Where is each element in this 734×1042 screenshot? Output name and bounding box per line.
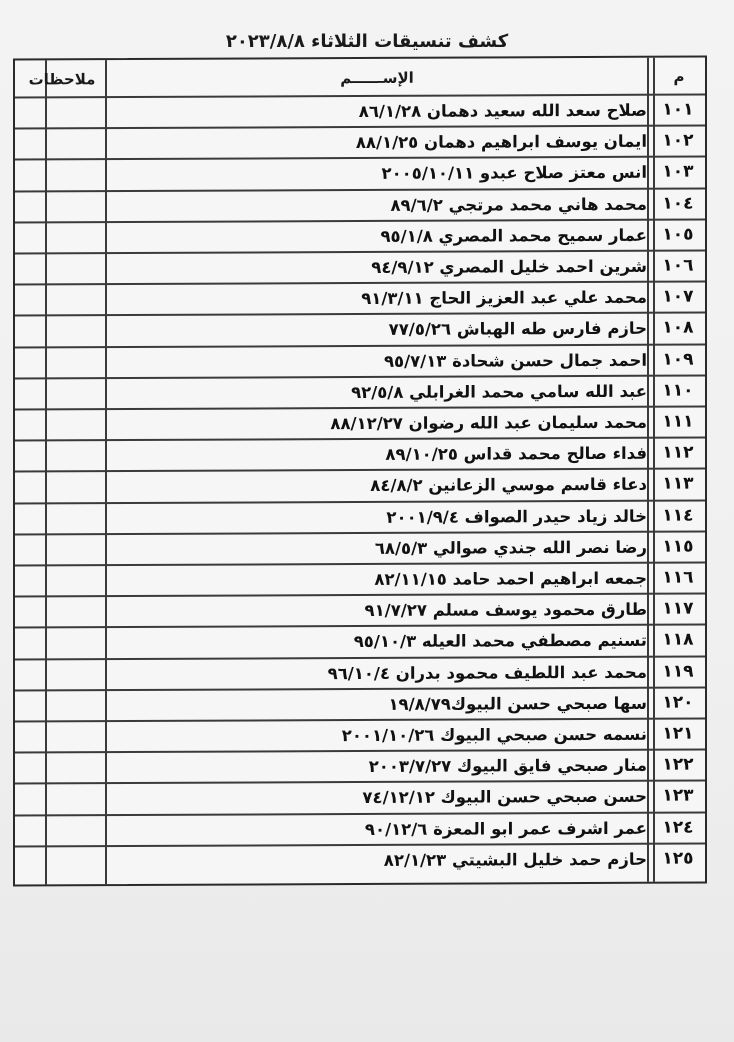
table-row — [15, 93, 705, 127]
row-number-cell: ١٠٧ — [662, 286, 694, 307]
row-notes-cell — [19, 660, 103, 689]
row-notes-cell — [19, 785, 103, 814]
names-table — [13, 55, 707, 886]
row-number-cell: ١١٦ — [662, 567, 694, 588]
row-notes-cell — [19, 535, 103, 564]
table-row — [15, 686, 705, 720]
row-number-cell: ١٢٤ — [662, 817, 694, 838]
row-number-cell: ١١٨ — [662, 629, 694, 651]
row-name-cell: صلاح سعد الله سعيد دهمان ٨٦/١/٢٨ — [358, 100, 647, 122]
table-row — [15, 530, 705, 564]
table-row — [15, 842, 705, 876]
row-number-cell: ١٠١ — [662, 99, 694, 120]
row-number-cell: ١٠٤ — [662, 193, 694, 214]
row-notes-cell — [19, 847, 103, 876]
table-row — [15, 624, 705, 658]
table-row — [15, 374, 705, 408]
row-name-cell: محمد علي عبد العزيز الحاج ٩١/٣/١١ — [361, 287, 647, 309]
table-row — [15, 468, 705, 502]
table-row — [15, 312, 705, 346]
row-name-cell: حازم فارس طه الهباش ٧٧/٥/٢٦ — [388, 319, 647, 340]
row-number-cell: ١١٠ — [662, 380, 694, 401]
row-notes-cell — [19, 597, 103, 626]
row-name-cell: دعاء قاسم موسي الزعانين ٨٤/٨/٢ — [370, 475, 647, 496]
table-row — [15, 717, 705, 751]
row-notes-cell — [19, 379, 103, 408]
row-notes-cell — [19, 161, 103, 190]
table-row — [15, 343, 705, 377]
header-name: الإســــــم — [340, 68, 414, 88]
document-title: كشف تنسيقات الثلاثاء ٢٠٢٣/٨/٨ — [225, 31, 509, 52]
row-name-cell: احمد جمال حسن شحادة ٩٥/٧/١٣ — [383, 350, 647, 371]
table-row — [15, 749, 705, 783]
table-row — [15, 249, 705, 283]
row-notes-cell — [19, 254, 103, 283]
row-name-cell: عبد الله سامي محمد الغرابلي ٩٢/٥/٨ — [351, 381, 647, 402]
row-notes-cell — [19, 410, 103, 439]
table-row — [15, 655, 705, 689]
row-name-cell: ايمان يوسف ابراهيم دهمان ٨٨/١/٢٥ — [355, 131, 647, 153]
row-number-cell: ١٠٥ — [662, 224, 694, 245]
row-number-cell: ١٠٣ — [662, 161, 694, 183]
row-name-cell: فداء صالح محمد قداس ٨٩/١٠/٢٥ — [385, 443, 647, 465]
row-name-cell: حسن صبحي حسن البيوك ٧٤/١٢/١٢ — [362, 787, 647, 808]
row-number-cell: ١١٥ — [662, 536, 694, 557]
row-name-cell: منار صبحي فايق البيوك ٢٠٠٣/٧/٢٧ — [368, 755, 647, 777]
row-number-cell: ١٠٩ — [662, 349, 694, 370]
row-name-cell: عمار سميح محمد المصري ٩٥/١/٨ — [380, 225, 647, 246]
table-row — [15, 218, 705, 252]
row-name-cell: طارق محمود يوسف مسلم ٩١/٧/٢٧ — [364, 599, 647, 621]
row-name-cell: نسمه حسن صبحي البيوك ٢٠٠١/١٠/٢٦ — [341, 724, 647, 746]
row-number-cell: ١٢١ — [662, 723, 694, 744]
table-row — [15, 437, 705, 471]
table-row — [15, 499, 705, 533]
table-row — [15, 561, 705, 595]
row-notes-cell — [19, 223, 103, 252]
table-row — [15, 281, 705, 315]
row-number-cell: ١١٢ — [662, 442, 694, 463]
row-notes-cell — [19, 192, 103, 221]
table-row — [15, 405, 705, 439]
row-notes-cell — [19, 722, 103, 751]
row-name-cell: محمد هاني محمد مرتجي ٨٩/٦/٢ — [390, 194, 647, 215]
table-row — [15, 780, 705, 814]
table-row — [15, 156, 705, 190]
row-name-cell: حازم حمد خليل البشيتي ٨٢/١/٢٣ — [383, 849, 647, 870]
table-row — [15, 125, 705, 159]
row-number-cell: ١٠٢ — [662, 130, 694, 151]
header-number: م — [673, 67, 685, 86]
row-name-cell: محمد عبد اللطيف محمود بدران ٩٦/١٠/٤ — [327, 662, 647, 683]
row-name-cell: انس معتز صلاح عبدو ٢٠٠٥/١٠/١١ — [381, 163, 647, 184]
row-number-cell: ١٢٢ — [662, 754, 694, 775]
header-notes: ملاحظات — [28, 70, 96, 89]
row-name-cell: شرين احمد خليل المصري ٩٤/٩/١٢ — [371, 256, 647, 277]
row-notes-cell — [19, 285, 103, 314]
row-notes-cell — [19, 348, 103, 377]
row-number-cell: ١٠٦ — [662, 255, 694, 276]
row-name-cell: رضا نصر الله جندي صوالي ٦٨/٥/٣ — [374, 537, 647, 558]
row-notes-cell — [19, 629, 103, 658]
row-number-cell: ١٢٣ — [662, 785, 694, 807]
row-number-cell: ١١٤ — [662, 505, 694, 526]
table-row — [15, 593, 705, 627]
row-notes-cell — [19, 317, 103, 346]
row-number-cell: ١١٩ — [662, 661, 694, 682]
row-name-cell: جمعه ابراهيم احمد حامد ٨٢/١١/١٥ — [374, 568, 647, 589]
row-notes-cell — [19, 816, 103, 845]
row-number-cell: ١١٧ — [662, 598, 694, 619]
row-number-cell: ١٢٥ — [662, 848, 694, 869]
row-notes-cell — [19, 691, 103, 720]
row-number-cell: ١١٣ — [662, 473, 694, 495]
row-number-cell: ١٠٨ — [662, 317, 694, 339]
row-notes-cell — [19, 566, 103, 595]
row-name-cell: تسنيم مصطفي محمد العيله ٩٥/١٠/٣ — [353, 631, 647, 652]
table-row — [15, 811, 705, 845]
row-notes-cell — [19, 753, 103, 782]
row-name-cell: سها صبحي حسن البيوك١٩/٨/٧٩ — [388, 693, 647, 714]
row-number-cell: ١٢٠ — [662, 692, 694, 713]
row-name-cell: محمد سليمان عبد الله رضوان ٨٨/١٢/٢٧ — [330, 412, 647, 434]
row-notes-cell — [19, 473, 103, 502]
row-name-cell: عمر اشرف عمر ابو المعزة ٩٠/١٢/٦ — [364, 818, 647, 839]
row-notes-cell — [19, 98, 103, 127]
row-notes-cell — [19, 504, 103, 533]
row-number-cell: ١١١ — [662, 411, 694, 432]
row-notes-cell — [19, 129, 103, 158]
row-name-cell: خالد زياد حيدر الصواف ٢٠٠١/٩/٤ — [386, 506, 647, 527]
table-row — [15, 187, 705, 221]
row-notes-cell — [19, 441, 103, 470]
